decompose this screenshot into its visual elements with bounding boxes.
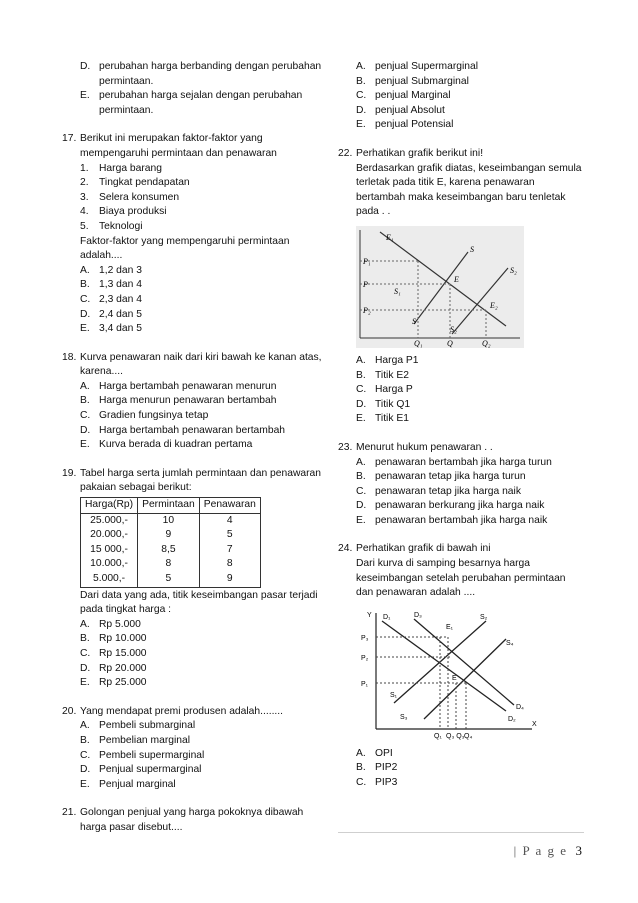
text: 20.000,- — [81, 528, 138, 543]
question-19 — [62, 467, 324, 691]
page-number — [514, 844, 582, 859]
demand-line-d3 — [414, 619, 514, 705]
option-c — [356, 89, 584, 104]
text: 23. — [338, 441, 353, 453]
text: E. — [80, 778, 90, 790]
label-q4: Q₄ — [464, 732, 473, 740]
option-a — [356, 747, 584, 762]
label-q1: Q₁ — [414, 338, 423, 348]
option-c — [80, 647, 324, 662]
text: penawaran tetap jika harga turun — [375, 471, 526, 483]
text: penjual Supermarginal — [375, 61, 479, 72]
text: C. — [356, 485, 367, 497]
option-a — [80, 719, 324, 734]
table-row — [81, 572, 261, 587]
option-c — [356, 485, 584, 500]
supply-shift-graph — [356, 226, 524, 348]
text: Harga bertambah penawaran bertambah — [99, 424, 286, 436]
label-d2: D₂ — [508, 715, 516, 723]
text: C. — [80, 410, 91, 422]
text: Pembelian marginal — [99, 734, 191, 746]
text: 9 — [199, 572, 260, 587]
question-text: Kurva penawaran naik dari kiri bawah ke kanan atas, karena.... — [80, 351, 322, 378]
text: B. — [80, 633, 90, 645]
option-e — [80, 676, 324, 691]
option-d — [80, 662, 324, 677]
text: Tingkat pendapatan — [99, 177, 190, 189]
text: E. — [356, 514, 366, 526]
text: perubahan harga sejalan dengan perubahan permintaan. — [99, 90, 303, 116]
label-q: Q — [447, 338, 453, 348]
text: C. — [80, 647, 91, 659]
option-a — [356, 60, 584, 75]
question-text: Perhatikan grafik berikut ini! — [356, 147, 484, 159]
question-23 — [338, 441, 584, 529]
label-p1: P₁ — [363, 256, 371, 266]
option-c — [356, 383, 584, 398]
text: 8,5 — [138, 543, 200, 558]
label-q3: Q₃ Q₃ — [446, 732, 465, 740]
option — [80, 89, 324, 118]
demand-supply-shift-graph — [356, 607, 542, 741]
text: 10 — [138, 513, 200, 528]
text: B. — [356, 762, 366, 774]
table-row — [81, 557, 261, 572]
text: A. — [80, 380, 90, 392]
label-s1: S₁ — [394, 286, 401, 296]
supply-line-s4 — [424, 639, 506, 719]
graph-background — [356, 226, 524, 348]
right-column — [338, 60, 584, 791]
text: 9 — [138, 528, 200, 543]
text: 22. — [338, 147, 353, 159]
label-x: X — [532, 720, 537, 728]
option-d — [356, 104, 584, 119]
table-header: Harga(Rp) — [81, 498, 138, 514]
label-y: Y — [367, 611, 372, 619]
table-row — [81, 528, 261, 543]
question-text: Berikut ini merupakan faktor-faktor yang mempengaruhi permintaan dan penawaran — [80, 133, 277, 159]
table-header: Permintaan — [138, 498, 200, 514]
text: Penjual supermarginal — [99, 764, 202, 776]
option-c — [80, 749, 324, 764]
text: Teknologi — [99, 220, 143, 232]
text: A. — [80, 264, 90, 276]
text: 3,4 dan 5 — [99, 323, 142, 335]
text: 5. — [80, 220, 89, 232]
option-d — [356, 398, 584, 413]
option-b — [356, 761, 584, 776]
option-b — [356, 470, 584, 485]
label-s2-bottom: S₂ — [450, 324, 457, 334]
question-text-2: Dari data yang ada, titik keseimbangan pasar terjadi pada tingkat harga : — [80, 589, 318, 616]
question-text-2: Dari kurva di samping besarnya harga keseimbangan setelah perubahan permintaan dan penawaran adalah .... — [356, 558, 566, 599]
label-d1: D₁ — [383, 613, 391, 621]
text: Harga menurun penawaran bertambah — [99, 395, 277, 407]
text: A. — [80, 618, 90, 630]
option-d — [80, 763, 324, 778]
text: 7 — [199, 543, 260, 558]
question-text: Perhatikan grafik di bawah ini — [356, 543, 491, 555]
price-table — [80, 497, 261, 588]
text: Harga barang — [99, 162, 162, 174]
label-e: E — [452, 674, 457, 682]
text: Penjual marginal — [99, 778, 176, 790]
text: 2,4 dan 5 — [99, 308, 142, 320]
text: 17. — [62, 133, 77, 145]
text: B. — [356, 369, 366, 381]
question-24 — [338, 542, 584, 790]
option-c — [80, 293, 324, 308]
label-e1: E₁ — [446, 623, 454, 631]
option-d — [356, 499, 584, 514]
text: Titik E1 — [375, 413, 409, 425]
text: 25.000,- — [81, 513, 138, 528]
q21-continued-options — [338, 60, 584, 133]
text: A. — [356, 61, 366, 72]
text: penjual Marginal — [375, 90, 451, 102]
text: D. — [80, 308, 91, 320]
question-22 — [338, 147, 584, 427]
text: A. — [356, 747, 366, 759]
text: penawaran bertambah jika harga turun — [375, 456, 552, 468]
text: Rp 25.000 — [99, 677, 147, 689]
text: 1,3 dan 4 — [99, 279, 142, 291]
text: A. — [356, 456, 366, 468]
text: D. — [80, 424, 91, 436]
q16-continued-options — [62, 60, 324, 118]
text: E. — [80, 90, 90, 102]
text: Pembeli submarginal — [99, 720, 196, 732]
text: E. — [80, 677, 90, 689]
label-e1: E₁ — [386, 232, 394, 242]
option-e — [356, 412, 584, 427]
label-q2: Q₂ — [482, 338, 491, 348]
left-column — [62, 60, 324, 836]
option-a — [356, 354, 584, 369]
text: penawaran bertambah jika harga naik — [375, 514, 548, 526]
option-b — [80, 394, 324, 409]
option-b — [356, 369, 584, 384]
option-e — [80, 322, 324, 337]
text: D. — [356, 500, 367, 512]
option-a — [80, 380, 324, 395]
text: D. — [356, 104, 367, 116]
label-e: E — [454, 274, 459, 284]
option-a — [80, 264, 324, 279]
label-s4: S₄ — [506, 639, 514, 647]
option-b — [80, 632, 324, 647]
option — [80, 60, 324, 89]
option-e — [356, 118, 584, 133]
text: OPI — [375, 747, 393, 759]
question-text: Golongan penjual yang harga pokoknya dibawah harga pasar disebut.... — [80, 807, 304, 833]
text: Pembeli supermarginal — [99, 749, 205, 761]
text: E. — [356, 119, 366, 131]
option-b — [80, 278, 324, 293]
text: A. — [80, 720, 90, 732]
question-18 — [62, 351, 324, 453]
text: 19. — [62, 467, 77, 479]
label-q1: Q₁ — [434, 732, 442, 740]
text: 1. — [80, 162, 89, 174]
table-row — [81, 543, 261, 558]
text: Titik Q1 — [375, 398, 411, 410]
label-d3: D₃ — [414, 611, 422, 619]
text: Gradien fungsinya tetap — [99, 410, 209, 422]
text: PIP3 — [375, 777, 398, 789]
option-b — [356, 75, 584, 90]
option-e — [80, 778, 324, 793]
label-p2: P₂ — [363, 305, 371, 315]
text: B. — [356, 75, 366, 87]
text: B. — [80, 395, 90, 407]
table-row — [81, 513, 261, 528]
question-text-2: Berdasarkan grafik diatas, keseimbangan semula terletak pada titik E, karena penawaran bertambah maka keseimbangan baru tenletak pada . . — [356, 162, 582, 218]
label-s3: S₃ — [400, 713, 408, 721]
option-b — [80, 734, 324, 749]
text: Rp 10.000 — [99, 633, 147, 645]
label-p2: P₂ — [361, 654, 369, 662]
text: C. — [80, 749, 91, 761]
text: Rp 15.000 — [99, 647, 147, 659]
text: 5 — [138, 572, 200, 587]
option-a — [356, 456, 584, 471]
text: Harga bertambah penawaran menurun — [99, 380, 277, 392]
label-d4: D₄ — [516, 703, 524, 711]
text: 1,2 dan 3 — [99, 264, 142, 276]
text: 4 — [199, 513, 260, 528]
text: penawaran tetap jika harga naik — [375, 485, 521, 497]
text: D. — [80, 662, 91, 674]
option-c — [80, 409, 324, 424]
label-p3: P₃ — [361, 634, 369, 642]
text: 15 000,- — [81, 543, 138, 558]
text: Kurva berada di kuadran pertama — [99, 439, 253, 451]
text: 18. — [62, 351, 77, 363]
label-s-bottom: S — [412, 316, 416, 326]
text: 5.000,- — [81, 572, 138, 587]
text: perubahan harga berbanding dengan perubahan permintaan. — [99, 61, 322, 87]
label-s: S — [470, 244, 474, 254]
table-header: Penawaran — [199, 498, 260, 514]
text: penawaran berkurang jika harga naik — [375, 500, 545, 512]
question-text: Menurut hukum penawaran . . — [356, 441, 493, 453]
label-s2: S₂ — [510, 265, 517, 275]
text: penjual Potensial — [375, 119, 454, 131]
text: 2,3 dan 4 — [99, 293, 142, 305]
text: Harga P — [375, 384, 413, 396]
text: 2. — [80, 177, 89, 189]
label-e2: E₂ — [490, 300, 498, 310]
text: 3. — [80, 191, 89, 203]
text: B. — [80, 734, 90, 746]
footer-divider — [338, 832, 584, 833]
text: Harga P1 — [375, 354, 419, 366]
text: E. — [80, 323, 90, 335]
text: B. — [80, 279, 90, 291]
text: Titik E2 — [375, 369, 409, 381]
text: C. — [356, 384, 367, 396]
question-text: Tabel harga serta jumlah permintaan dan penawaran pakaian sebagai berikut: — [80, 467, 321, 494]
text: C. — [356, 777, 367, 789]
page-num: 3 — [575, 843, 582, 858]
label-p: P — [363, 279, 368, 289]
text: A. — [356, 354, 366, 366]
text: 4. — [80, 206, 89, 218]
question-text-2: Faktor-faktor yang mempengaruhi permintaan adalah.... — [80, 235, 290, 262]
option-e — [80, 438, 324, 453]
label-p1: P₁ — [361, 680, 369, 688]
question-17 — [62, 132, 324, 336]
text: C. — [80, 293, 91, 305]
option-d — [80, 424, 324, 439]
question-21 — [62, 806, 324, 835]
text: 5 — [199, 528, 260, 543]
text: D. — [80, 764, 91, 776]
label-s2: S₂ — [480, 613, 488, 621]
text: 8 — [199, 557, 260, 572]
option-a — [80, 618, 324, 633]
text: penjual Absolut — [375, 104, 445, 116]
text: penjual Submarginal — [375, 75, 469, 87]
text: B. — [356, 471, 366, 483]
text: Rp 20.000 — [99, 662, 147, 674]
text: 24. — [338, 543, 353, 555]
text: D. — [356, 398, 367, 410]
text: D. — [80, 61, 91, 72]
page-label: | P a g e — [513, 843, 568, 858]
text: Biaya produksi — [99, 206, 167, 218]
text: 10.000,- — [81, 557, 138, 572]
text: E. — [356, 413, 366, 425]
option-c — [356, 776, 584, 791]
text: 20. — [62, 705, 77, 717]
label-s1: S₁ — [390, 691, 398, 699]
question-text: Yang mendapat premi produsen adalah........ — [80, 705, 284, 717]
text: 21. — [62, 807, 77, 819]
option-d — [80, 308, 324, 323]
question-20 — [62, 705, 324, 793]
text: 8 — [138, 557, 200, 572]
option-e — [356, 514, 584, 529]
text: C. — [356, 90, 367, 102]
text: Selera konsumen — [99, 191, 180, 203]
text: Rp 5.000 — [99, 618, 141, 630]
text: E. — [80, 439, 90, 451]
text: PIP2 — [375, 762, 398, 774]
